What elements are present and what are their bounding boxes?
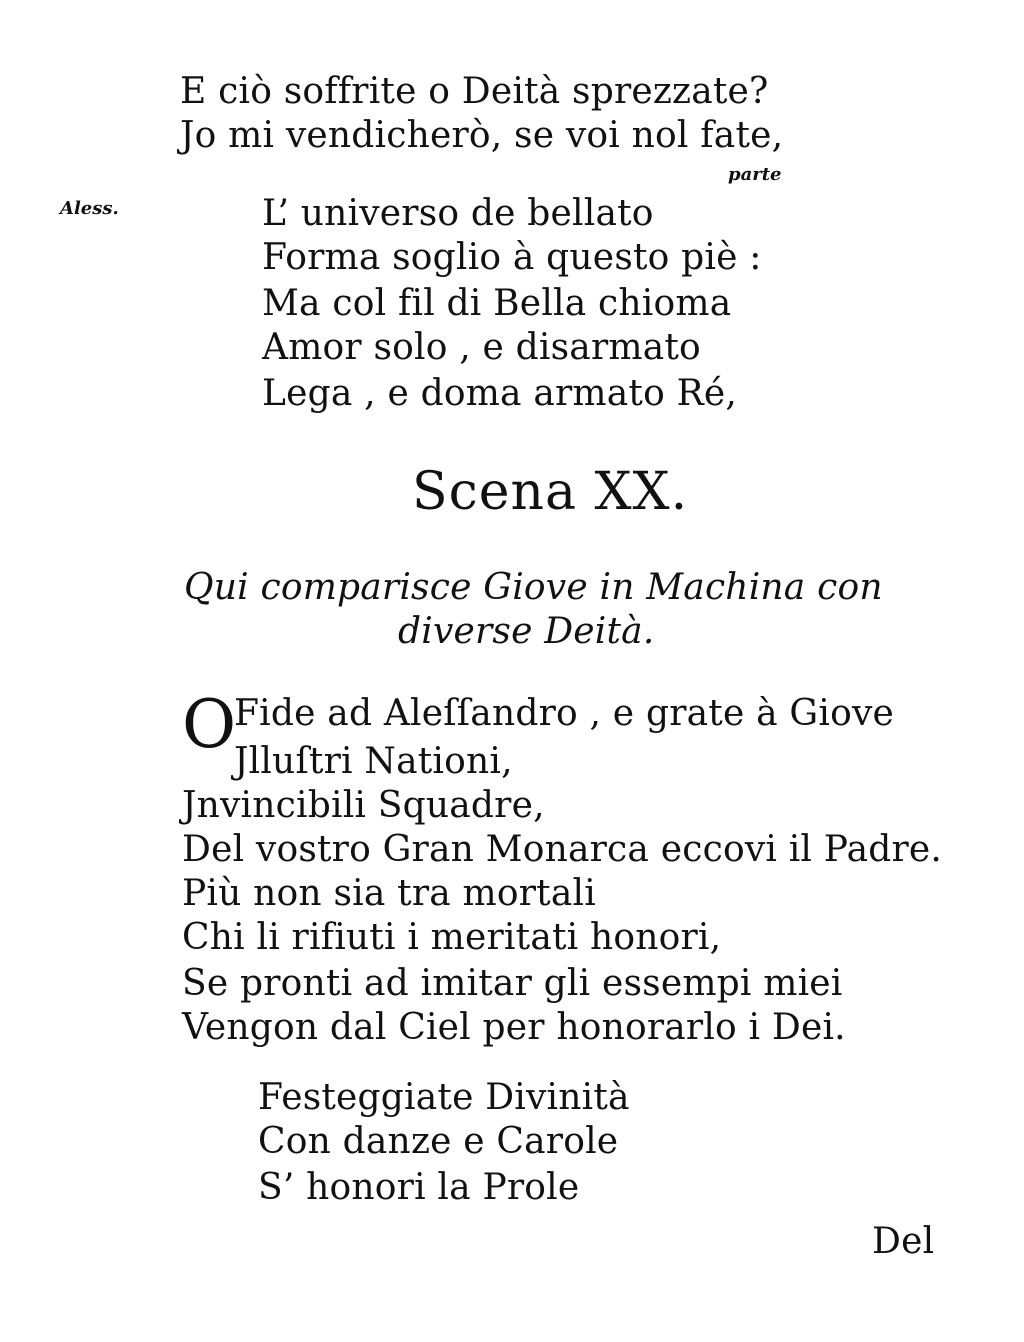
verse-line: Jlluſtri Nationi, [234,741,513,782]
scene-description-line: diverse Deità. [398,611,655,652]
verse-line: Vengon dal Ciel per honorarlo i Dei. [182,1007,846,1048]
verse-line: Con danze e Carole [258,1121,619,1162]
verse-line: Più non sia tra mortali [182,873,596,914]
verse-line: E ciò soffrite o Deità sprezzate? [180,71,769,112]
verse-line: Amor solo , e disarmato [262,327,701,368]
verse-line: Lega , e doma armato Ré, [262,373,738,414]
catchword: Del [872,1221,935,1262]
verse-line: L’ universo de bellato [262,193,654,234]
verse-line: Forma soglio à questo piè : [262,237,762,278]
verse-line: S’ honori la Prole [258,1167,580,1208]
verse-line: Chi li rifiuti i meritati honori, [182,917,722,958]
verse-line: Del vostro Gran Monarca eccovi il Padre. [182,829,943,870]
stage-direction: parte [728,164,782,185]
verse-line: Fide ad Aleſſandro , e grate à Giove [234,693,894,734]
verse-line: Festeggiate Divinità [258,1077,630,1118]
drop-cap: O [182,686,237,763]
verse-line: Se pronti ad imitar gli essempi miei [182,963,843,1004]
verse-line: Jo mi vendicherò, se voi nol fate, [180,115,784,156]
scene-description-line: Qui comparisce Giove in Machina con [184,567,883,608]
speaker-name: Aless. [60,198,119,219]
verse-line: Ma col fil di Bella chioma [262,283,732,324]
scene-title: Scena XX. [412,462,689,522]
verse-line: Jnvincibili Squadre, [182,785,545,826]
